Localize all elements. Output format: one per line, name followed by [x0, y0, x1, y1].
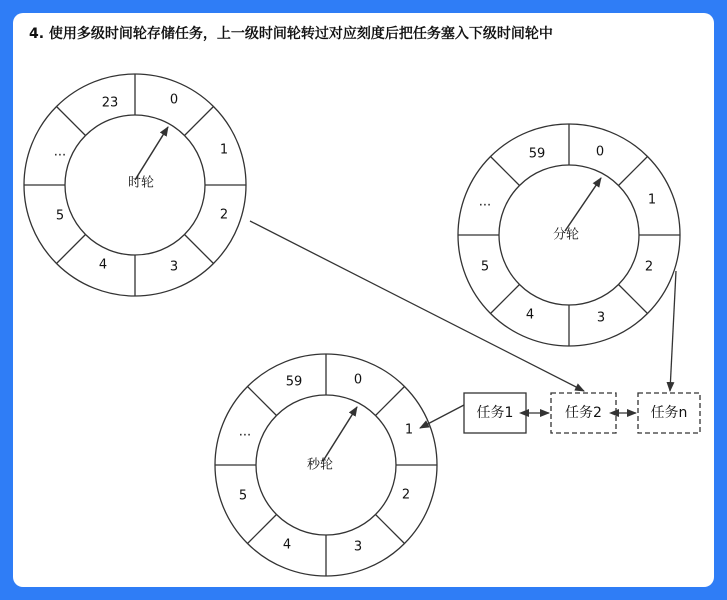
hour-wheel-slot-label: 4	[98, 257, 108, 273]
hour-wheel-slot-label: 2	[219, 207, 229, 223]
time-wheel-diagram	[13, 13, 714, 587]
second-wheel-slot-label: 4	[282, 537, 292, 553]
second-wheel-slot-label: 2	[401, 487, 411, 503]
task-queue	[464, 393, 700, 433]
hour-wheel-slot-label: 5	[55, 208, 65, 224]
task-n-label: 任务n	[650, 405, 688, 421]
minute-wheel-to-task-n-arrow	[670, 271, 676, 391]
hour-wheel	[24, 74, 246, 296]
second-wheel-slot-label: 3	[353, 539, 363, 555]
minute-wheel-slot-label: 4	[525, 307, 535, 323]
diagram-title: 4. 使用多级时间轮存储任务，上一级时间轮转过对应刻度后把任务塞入下级时间轮中	[29, 26, 553, 42]
task-1-to-second-wheel-arrow	[420, 405, 464, 428]
second-wheel-center-label: 秒轮	[306, 457, 334, 473]
minute-wheel-slot-label: 5	[480, 259, 490, 275]
hour-wheel-slot-label: 3	[169, 259, 179, 275]
minute-wheel	[458, 124, 680, 346]
hour-wheel-slot-label: 0	[169, 92, 179, 108]
second-wheel	[215, 354, 437, 576]
task-2-label: 任务2	[565, 405, 602, 421]
minute-wheel-slot-label: 59	[528, 146, 546, 162]
diagram-frame	[13, 13, 714, 587]
hour-wheel-center-label: 时轮	[127, 175, 155, 191]
minute-wheel-slot-label: 2	[644, 259, 654, 275]
hour-wheel-slot-label: 1	[219, 142, 229, 158]
minute-wheel-slot-label: 0	[595, 144, 605, 160]
second-wheel-slot-label: 5	[238, 488, 248, 504]
second-wheel-slot-label: ...	[238, 424, 252, 440]
minute-wheel-center-label: 分轮	[552, 227, 580, 243]
hour-wheel-slot-label: 23	[101, 95, 119, 111]
second-wheel-slot-label: 1	[404, 422, 414, 438]
minute-wheel-slot-label: ...	[478, 194, 492, 210]
task-1-label: 任务1	[476, 405, 514, 421]
minute-wheel-slot-label: 1	[647, 192, 657, 208]
second-wheel-slot-label: 0	[353, 372, 363, 388]
second-wheel-slot-label: 59	[285, 374, 303, 390]
hour-wheel-slot-label: ...	[53, 144, 67, 160]
minute-wheel-slot-label: 3	[596, 310, 606, 326]
